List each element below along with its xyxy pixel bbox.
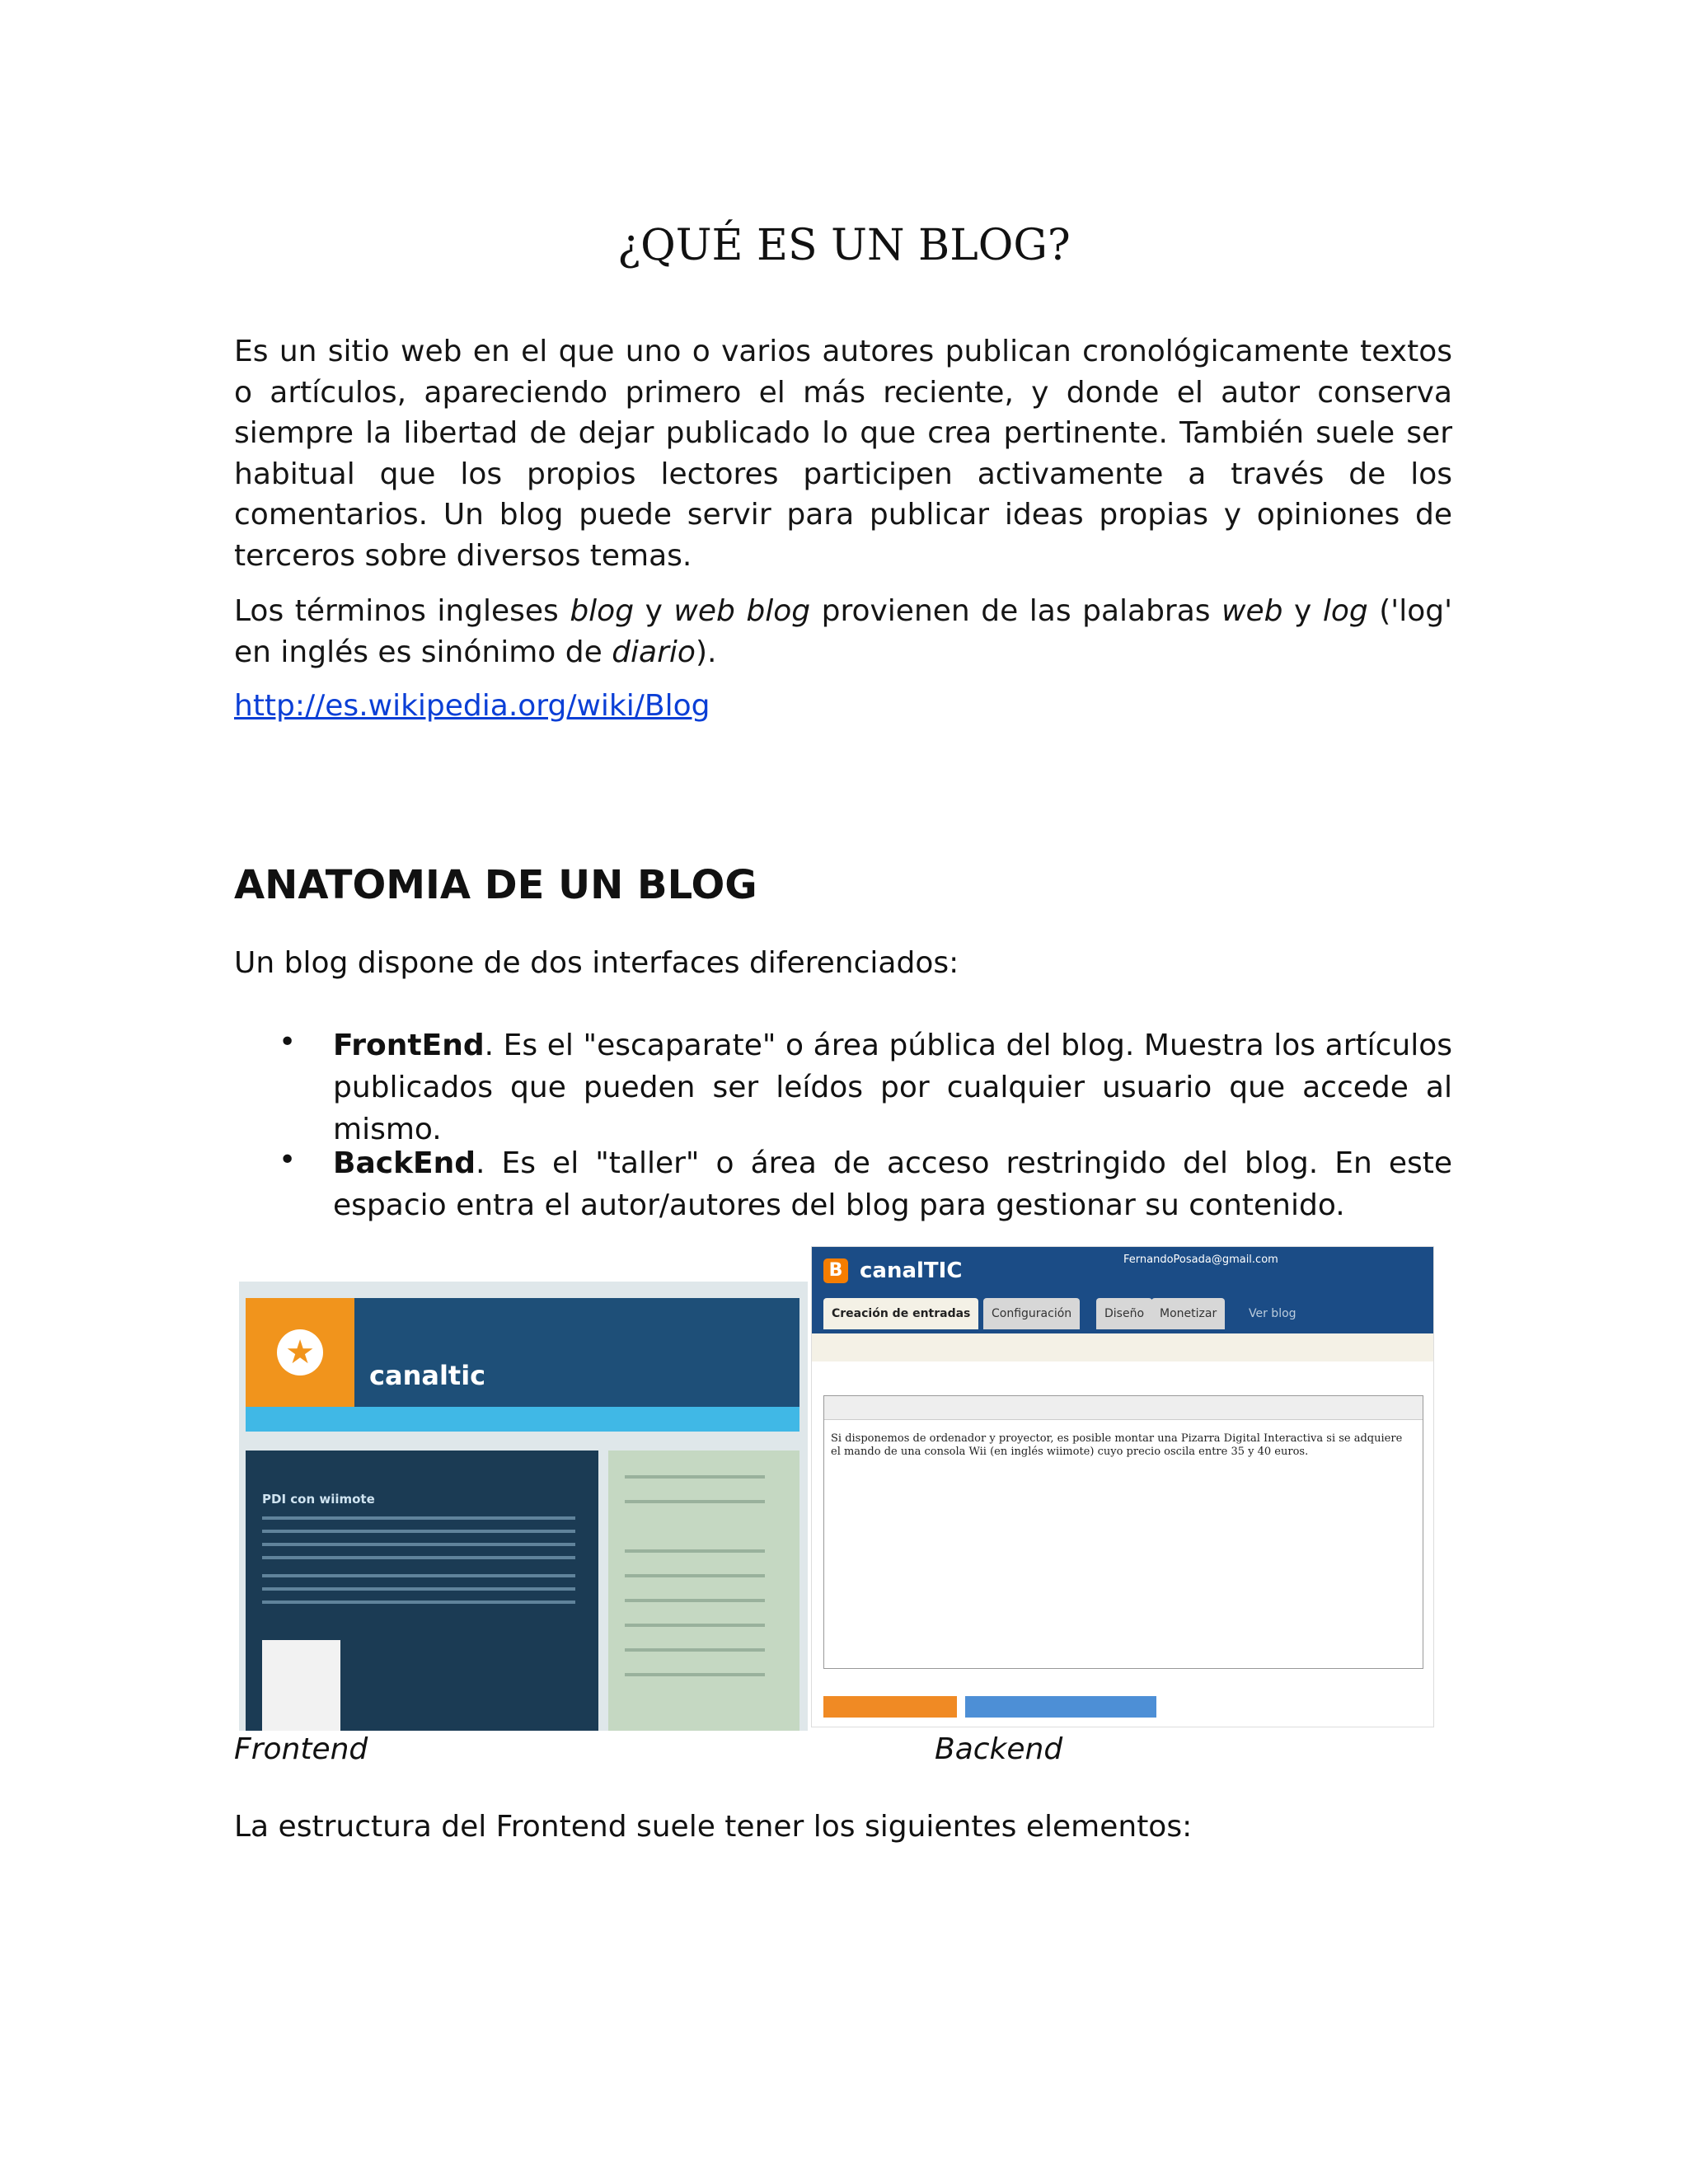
blog-logo	[246, 1298, 354, 1407]
blog-header	[246, 1298, 799, 1432]
user-email: FernandoPosada@gmail.com	[1123, 1254, 1278, 1266]
page-title: ¿QUÉ ES UN BLOG?	[617, 221, 1071, 270]
publish-button	[823, 1696, 957, 1718]
term-diario: diario	[612, 635, 696, 669]
term-frontend: FrontEnd	[333, 1029, 485, 1062]
sidebar-text-line	[625, 1500, 765, 1503]
blog-post-area	[246, 1451, 598, 1731]
sub-tabs-bar	[812, 1333, 1433, 1361]
backend-screenshot	[811, 1246, 1434, 1727]
etymology-text-3: provienen de las palabras	[810, 594, 1222, 628]
term-log: log	[1322, 594, 1368, 628]
wikipedia-link[interactable]: http://es.wikipedia.org/wiki/Blog	[234, 689, 710, 723]
post-text-line	[262, 1574, 575, 1577]
blog-header-band	[246, 1407, 799, 1432]
post-text-line	[262, 1601, 575, 1604]
list-item-text: . Es el "escaparate" o área pública del blog. Muestra los artículos publicados que pueden ser leídos por cualquier usuario que accede al mismo.	[333, 1029, 1452, 1146]
post-text-line	[262, 1530, 575, 1533]
term-web-blog: web blog	[673, 594, 811, 628]
post-text-line	[262, 1543, 575, 1546]
etymology-text-1: Los términos ingleses	[234, 594, 570, 628]
list-item-text: . Es el "taller" o área de acceso restringido del blog. En este espacio entra el autor/autores del blog para gestionar su contenido.	[333, 1146, 1452, 1222]
post-editor	[823, 1395, 1423, 1669]
tab-creacion: Creación de entradas	[823, 1298, 978, 1329]
post-image	[262, 1640, 340, 1731]
sidebar-text-line	[625, 1475, 765, 1479]
etymology-text-5: ('log' en inglés es sinónimo de	[234, 594, 1452, 669]
sidebar-text-line	[625, 1648, 765, 1652]
bullet-icon: •	[279, 1143, 297, 1177]
caption-backend: Backend	[935, 1732, 1063, 1766]
post-text-line	[262, 1587, 575, 1591]
sidebar-text-line	[625, 1624, 765, 1627]
tab-monetizar: Monetizar	[1151, 1298, 1225, 1329]
sidebar-text-line	[625, 1673, 765, 1676]
sidebar-text-line	[625, 1574, 765, 1577]
sidebar-text-line	[625, 1549, 765, 1553]
caption-frontend: Frontend	[234, 1732, 368, 1766]
blogger-header	[812, 1247, 1433, 1333]
term-backend: BackEnd	[333, 1146, 476, 1180]
definition-paragraph: Es un sitio web en el que uno o varios autores publican cronológicamente textos o artículos, apareciendo primero el más reciente, y donde el autor conserva siempre la libertad de dejar publicado lo que crea pertinente. También suele ser habitual que los propios lectores participen activamente a través de los comentarios. Un blog puede servir para publicar ideas propias y opiniones de terceros sobre diversos temas.	[234, 335, 1452, 573]
frontend-screenshot	[239, 1282, 808, 1731]
section-heading: ANATOMIA DE UN BLOG	[234, 862, 757, 908]
app-name: canalTIC	[860, 1258, 963, 1283]
blogger-logo-icon: B	[823, 1258, 848, 1283]
sidebar-text-line	[625, 1599, 765, 1602]
save-draft-button	[965, 1696, 1156, 1718]
closing-paragraph: La estructura del Frontend suele tener los siguientes elementos:	[234, 1810, 1193, 1844]
list-item-backend	[333, 1142, 1452, 1226]
tab-diseno: Diseño	[1096, 1298, 1152, 1329]
etymology-text-6: ).	[695, 635, 717, 669]
etymology-text-4: y	[1282, 594, 1323, 628]
etymology-text-2: y	[634, 594, 674, 628]
post-text-line	[262, 1516, 575, 1520]
star-icon: ★	[277, 1329, 323, 1376]
etymology-paragraph	[234, 591, 1452, 673]
bullet-icon: •	[279, 1025, 297, 1059]
tab-configuracion: Configuración	[983, 1298, 1080, 1329]
post-text-line	[262, 1556, 575, 1559]
editor-text: Si disponemos de ordenador y proyector, es posible montar una Pizarra Digital Interactiva si se adquiere el mando de una consola Wii (en inglés wiimote) cuyo precio oscila entre 35 y 40 euros.	[831, 1432, 1403, 1458]
tab-ver-blog: Ver blog	[1249, 1307, 1296, 1320]
list-item-frontend	[333, 1024, 1452, 1151]
intro-paragraph: Un blog dispone de dos interfaces diferenciados:	[234, 946, 959, 980]
editor-toolbar	[824, 1396, 1423, 1420]
post-title: PDI con wiimote	[262, 1492, 375, 1507]
blog-sidebar	[608, 1451, 799, 1731]
term-blog: blog	[570, 594, 635, 628]
term-web: web	[1221, 594, 1283, 628]
blog-name: canaltic	[369, 1360, 486, 1391]
